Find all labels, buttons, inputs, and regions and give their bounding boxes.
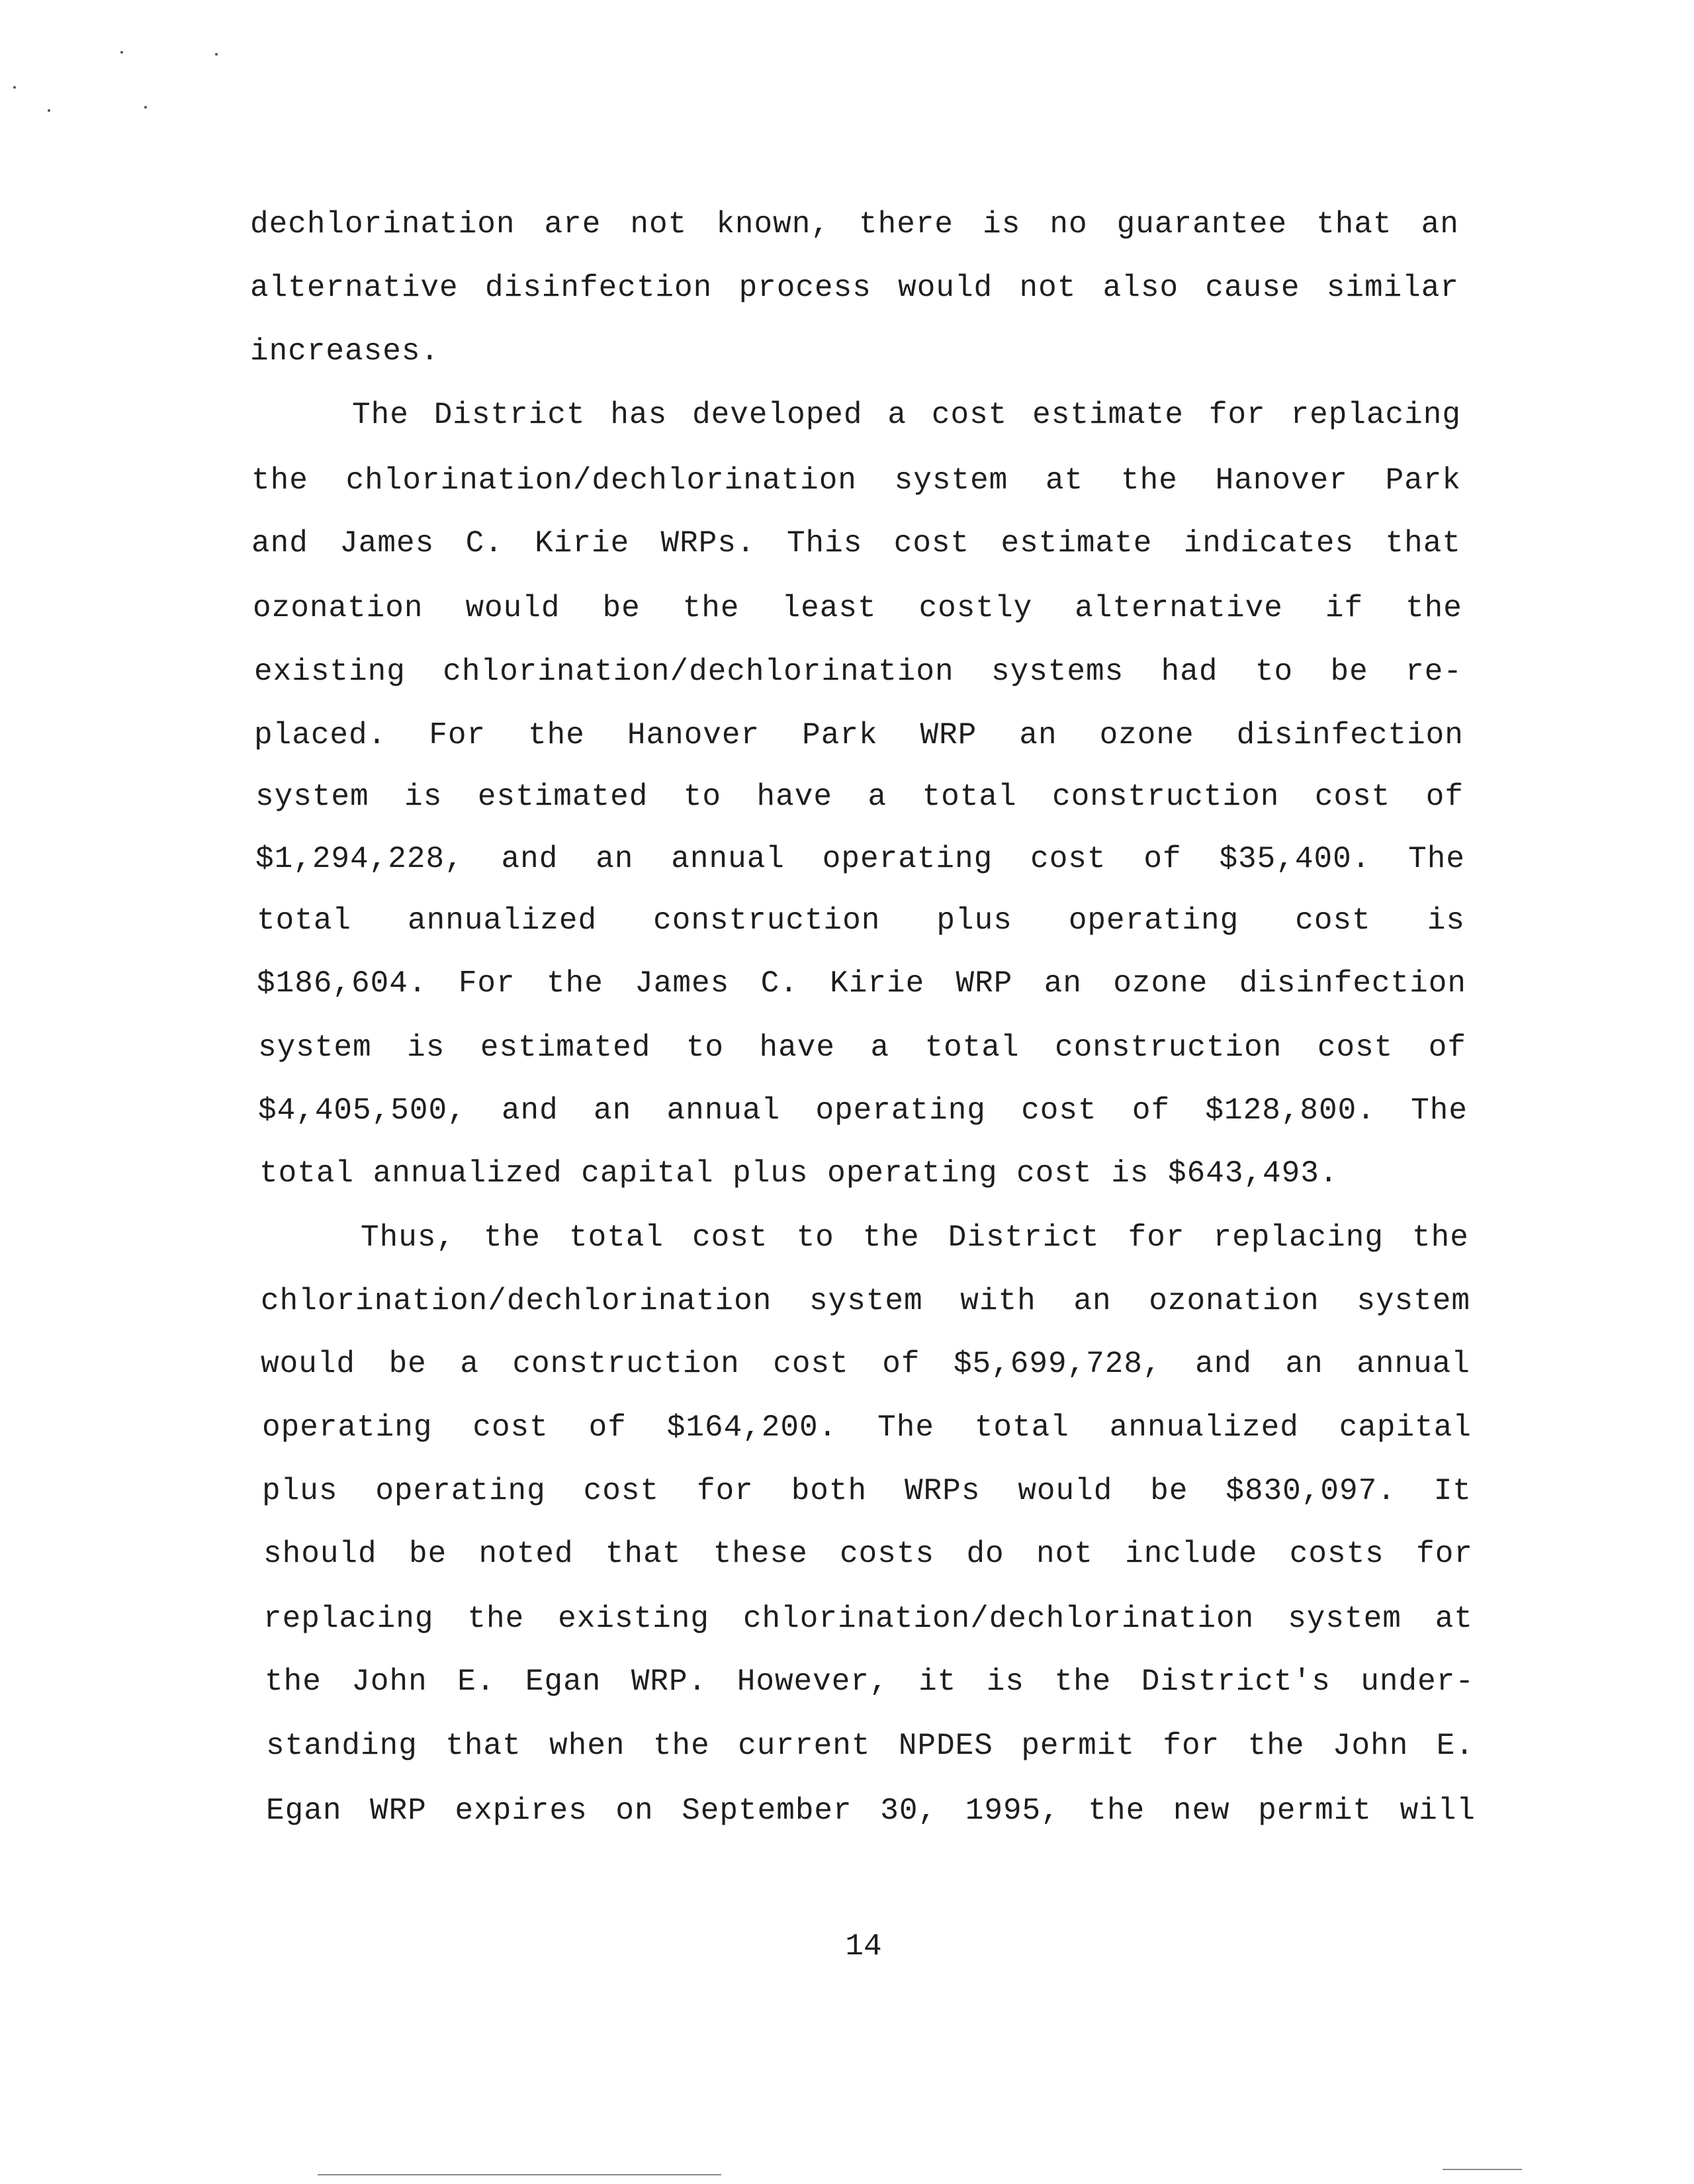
word: are [544,207,602,242]
word: be [408,1537,447,1571]
word: system [255,780,369,814]
word: Egan [525,1664,602,1699]
word: for [1163,1729,1220,1763]
word: placed. [254,718,387,752]
word: estimated [477,780,648,814]
word: For [458,966,515,1001]
text-line: increases. [250,334,440,369]
word: be [388,1347,427,1381]
word: WRP [956,966,1013,1001]
word: has [610,398,668,432]
word: the [862,1220,920,1255]
text-line [250,269,1459,306]
word: permit [1258,1794,1372,1828]
word: of [1428,1030,1466,1065]
text-line [352,396,1461,433]
word: the [1247,1729,1305,1763]
word: of [588,1410,627,1445]
word: known, [716,207,830,242]
word: for [1128,1220,1185,1255]
text-line [253,590,1462,627]
word: cost [1021,1093,1097,1128]
word: ozonation [1149,1284,1319,1318]
word: This [786,526,863,561]
word: these [713,1537,808,1571]
word: at [1435,1602,1473,1636]
word: ozonation [253,591,424,625]
word: system [1357,1284,1470,1318]
word: chlorination/dechlorination [443,655,954,689]
word: disinfection [1239,966,1466,1001]
word: the [484,1220,541,1255]
word: the [682,591,740,625]
word: annual [671,842,785,876]
word: system [1288,1602,1402,1636]
word: be [1150,1474,1188,1508]
word: alternative [1075,591,1283,625]
word: construction [512,1347,740,1381]
word: of [1132,1093,1171,1128]
word: of [1143,842,1182,876]
word: Park [802,718,878,752]
word: at [1046,463,1084,498]
word: cost [773,1347,849,1381]
scan-speck [120,51,123,54]
text-line [266,1792,1476,1829]
word: a [460,1347,479,1381]
word: Thus, [361,1220,456,1255]
word: existing [558,1602,709,1636]
text-line [263,1600,1473,1637]
word: capital [1339,1410,1472,1445]
word: for [1416,1537,1473,1571]
word: $164,200. [666,1410,838,1445]
word: not [1036,1537,1093,1571]
word: the [1054,1664,1112,1699]
word: John [1332,1729,1409,1763]
scan-speck [215,53,218,56]
word: would [898,271,993,305]
word: cost [1317,1030,1394,1065]
word: that [605,1537,682,1571]
word: total [257,903,352,938]
word: to [686,1030,725,1065]
word: the [1121,463,1178,498]
word: a [887,398,907,432]
word: be [602,591,641,625]
word: C. [465,526,504,561]
word: the [467,1602,525,1636]
word: an [1073,1284,1112,1318]
word: $128,800. [1205,1093,1376,1128]
word: costly [918,591,1033,625]
word: developed [692,398,863,432]
text-line [258,1029,1466,1066]
word: with [960,1284,1036,1318]
word: not [1019,271,1077,305]
word: is [407,1030,445,1065]
word: disinfection [484,271,713,305]
word: cause [1205,271,1300,305]
text-line [251,525,1461,562]
word: both [791,1474,868,1508]
text-line [258,1092,1468,1129]
text-line [257,965,1466,1002]
word: an [596,842,634,876]
word: operating [375,1474,546,1508]
word: a [868,780,887,814]
word: cost [931,398,1008,432]
word: The [352,398,409,432]
word: noted [478,1537,574,1571]
word: there [859,207,954,242]
word: new [1173,1794,1230,1828]
word: the [251,463,308,498]
word: it [918,1664,957,1699]
word: District's [1141,1664,1331,1699]
text-line [361,1219,1469,1256]
word: re- [1405,655,1462,689]
word: Park [1385,463,1461,498]
word: cost [1314,780,1391,814]
word: of [882,1347,920,1381]
word: WRP [370,1794,427,1828]
word: to [683,780,722,814]
word: District [433,398,586,432]
word: total [568,1220,664,1255]
word: a [870,1030,890,1065]
word: standing [266,1729,418,1763]
word: an [1019,718,1057,752]
word: if [1325,591,1364,625]
word: that [1385,526,1461,561]
word: system [258,1030,372,1065]
word: would [465,591,560,625]
word: had [1161,655,1218,689]
word: cost [1295,903,1371,938]
word: disinfection [1236,718,1464,752]
text-line: total annualized capital plus operating cost is $643,493. [259,1156,1339,1191]
word: be [1330,655,1368,689]
word: September [682,1794,852,1828]
word: cost [583,1474,660,1508]
word: $830,097. [1226,1474,1396,1508]
word: construction [1052,780,1280,814]
word: no [1049,207,1088,242]
word: indicates [1183,526,1355,561]
word: chlorination/dechlorination [742,1602,1255,1636]
word: John [351,1664,427,1699]
word: for [1208,398,1266,432]
text-line [257,902,1465,939]
word: alternative [250,271,459,305]
word: plus [936,903,1012,938]
word: WRPs. [660,526,756,561]
word: James [339,526,435,561]
word: ozone [1113,966,1208,1001]
word: plus [262,1474,338,1508]
word: The [877,1410,934,1445]
word: will [1400,1794,1476,1828]
scan-speck [144,106,147,109]
word: the [652,1729,710,1763]
word: chlorination/dechlorination [345,463,857,498]
text-line [266,1727,1474,1764]
word: estimated [480,1030,651,1065]
word: James [635,966,730,1001]
word: cost [692,1220,768,1255]
word: the [265,1664,322,1699]
word: operating [822,842,993,876]
word: WRP. [631,1664,707,1699]
word: E. [1436,1729,1474,1763]
word: permit [1021,1729,1135,1763]
word: $1,294,228, [255,842,464,876]
text-line [261,1345,1470,1383]
text-line [262,1473,1472,1510]
page-number: 14 [845,1929,882,1964]
word: It [1433,1474,1472,1508]
word: the [1412,1220,1469,1255]
word: under- [1360,1664,1474,1699]
word: system [894,463,1008,498]
word: for [696,1474,754,1508]
word: the [1088,1794,1145,1828]
word: is [1427,903,1465,938]
word: current [738,1729,871,1763]
word: would [261,1347,356,1381]
word: The [1411,1093,1468,1128]
word: is [986,1664,1024,1699]
word: Kirie [535,526,630,561]
word: construction [1055,1030,1282,1065]
word: an [1285,1347,1323,1381]
scan-speck [48,109,50,112]
word: annualized [408,903,598,938]
word: existing [254,655,406,689]
word: is [404,780,443,814]
word: estimate [1032,398,1184,432]
text-line [255,841,1465,878]
word: 1995, [965,1794,1060,1828]
word: $4,405,500, [258,1093,467,1128]
text-line [254,717,1464,754]
word: annual [666,1093,781,1128]
word: District [948,1220,1100,1255]
word: an [594,1093,632,1128]
word: of [1425,780,1464,814]
word: that [1316,207,1392,242]
word: operating [815,1093,986,1128]
word: replacing [1213,1220,1384,1255]
word: cost [1030,842,1106,876]
text-line [263,1535,1473,1572]
word: total [922,780,1017,814]
word: least [781,591,877,625]
word: replacing [263,1602,434,1636]
word: and [1195,1347,1252,1381]
word: include [1125,1537,1258,1571]
word: should [263,1537,377,1571]
text-line [265,1663,1474,1700]
word: chlorination/dechlorination [261,1284,772,1318]
word: total [974,1410,1069,1445]
word: is [983,207,1021,242]
word: have [759,1030,835,1065]
word: operating [1068,903,1239,938]
text-line [251,462,1461,499]
word: also [1102,271,1179,305]
word: would [1018,1474,1113,1508]
word: $186,604. [257,966,427,1001]
word: $35,400. [1219,842,1371,876]
word: that [445,1729,521,1763]
word: NPDES [898,1729,993,1763]
word: construction [653,903,881,938]
word: systems [991,655,1124,689]
word: total [924,1030,1020,1065]
word: costs [1289,1537,1384,1571]
word: annual [1357,1347,1470,1381]
word: have [756,780,832,814]
word: estimate [1001,526,1153,561]
text-line [254,653,1462,690]
word: 30, [880,1794,938,1828]
word: The [1408,842,1465,876]
word: dechlorination [250,207,515,242]
word: the [528,718,585,752]
word: operating [262,1410,433,1445]
text-line [255,778,1464,815]
word: and [251,526,308,561]
text-line [262,1409,1472,1446]
word: and [501,842,558,876]
scan-speck [13,86,16,89]
scan-artifact-rule [1443,2169,1522,2170]
word: Hanover [1215,463,1348,498]
word: guarantee [1116,207,1288,242]
word: However, [736,1664,889,1699]
word: similar [1326,271,1459,305]
word: the [1405,591,1462,625]
word: the [547,966,603,1001]
word: For [429,718,486,752]
word: and [501,1093,558,1128]
scan-artifact-rule [318,2174,721,2175]
word: cost [893,526,970,561]
word: replacing [1290,398,1461,432]
word: annualized [1109,1410,1299,1445]
word: system [809,1284,923,1318]
word: an [1421,207,1459,242]
word: an [1044,966,1082,1001]
word: not [630,207,688,242]
word: process [738,271,871,305]
word: to [1255,655,1294,689]
word: Hanover [627,718,760,752]
word: C. [760,966,799,1001]
word: on [615,1794,654,1828]
word: Kirie [830,966,925,1001]
word: $5,699,728, [953,1347,1162,1381]
word: do [966,1537,1004,1571]
word: ozone [1099,718,1194,752]
word: costs [840,1537,935,1571]
word: when [549,1729,625,1763]
text-line [261,1283,1470,1320]
word: E. [457,1664,496,1699]
word: WRPs [905,1474,981,1508]
word: cost [472,1410,549,1445]
word: Egan [266,1794,342,1828]
text-line [250,206,1459,243]
word: WRP [920,718,977,752]
word: to [796,1220,834,1255]
word: expires [455,1794,588,1828]
